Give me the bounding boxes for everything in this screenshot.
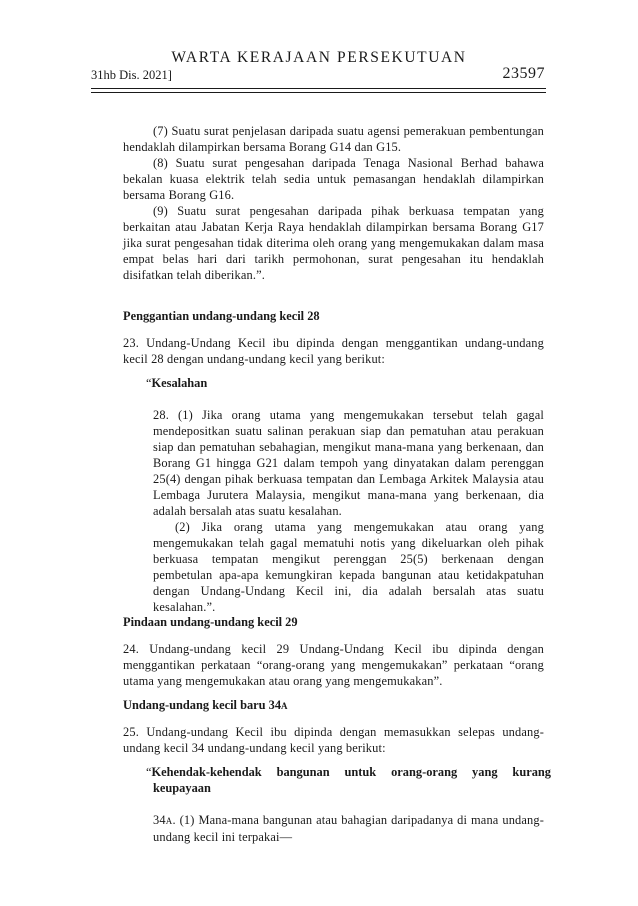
paragraph-9: (9) Suatu surat pengesahan daripada pihak berkuasa tempatan yang berkaitan atau Jabatan Kerja Raya hendaklah dilampirkan bersama Borang G17 jika surat pengesahan tidak diterima oleh orang yang mengemukakan dalam masa empat belas hari dari tarikh permohonan, surat pengesahan itu hendaklah disifatkan telah diberikan.”. [123,204,544,282]
subheading-disability-text: Kehendak-kehendak bangunan untuk orang-orang yang kurang keupayaan [151,765,551,795]
bylaw-34a-1 [153,812,544,845]
heading-34a-suffix: A [281,701,288,711]
opening-quote-2: “ [146,765,152,779]
heading-new-bylaw-34a [123,697,544,714]
opening-quote: “ [146,376,152,390]
heading-amendment-28: Penggantian undang-undang kecil 28 [123,309,320,323]
bylaw-34a-text: . (1) Mana-mana bangunan atau bahagian daripadanya di mana undang-undang kecil ini terpakai— [153,813,544,844]
subheading-kesalahan-text: Kesalahan [151,376,208,390]
paragraph-8: (8) Suatu surat pengesahan daripada Tenaga Nasional Berhad bahawa bekalan kuasa elektrik telah sedia untuk pemasangan hendaklah dilampirkan bersama Borang G16. [123,156,544,202]
heading-34a-text: Undang-undang kecil baru 34 [123,698,282,712]
section-23: 23. Undang-Undang Kecil ibu dipinda dengan menggantikan undang-undang kecil 28 dengan undang-undang kecil yang berikut: [123,336,544,366]
heading-amendment-29: Pindaan undang-undang kecil 29 [123,615,298,629]
bylaw-28-1: 28. (1) Jika orang utama yang mengemukakan tersebut telah gagal mendepositkan suatu salinan perakuan siap dan pematuhan atau perakuan siap dan pematuhan sebahagian, mengikut mana-mana yang berkenaan, dan Borang G1 hingga G21 dalam tempoh yang dinyatakan dalam perenggan 25(4) dengan pihak berkuasa tempatan dan Lembaga Arkitek Malaysia atau Lembaga Jurutera Malaysia, mengikut mana-mana yang berkenaan, dia adalah bersalah atas suatu kesalahan. [153,408,544,518]
header-rule-bottom [91,92,546,93]
issue-date: 31hb Dis. 2021] [91,68,172,82]
header-rule-top [91,88,546,89]
section-25: 25. Undang-undang Kecil ibu dipinda dengan memasukkan selepas undang-undang kecil 34 undang-undang kecil yang berikut: [123,725,544,755]
page-number: 23597 [502,65,545,82]
subheading-disability-requirements [146,764,551,796]
gazette-title: WARTA KERAJAAN PERSEKUTUAN [171,49,467,66]
bylaw-34a-number: 34 [153,813,166,827]
subheading-kesalahan [146,375,544,391]
bylaw-34a-suffix: A [165,816,173,826]
section-24: 24. Undang-undang kecil 29 Undang-Undang Kecil ibu dipinda dengan menggantikan perkataan “orang-orang yang mengemukakan” perkataan “orang utama yang mengemukakan atau orang yang mengemukakan”. [123,642,544,688]
paragraph-7: (7) Suatu surat penjelasan daripada suatu agensi pemerakuan pembentungan hendaklah dilampirkan bersama Borang G14 dan G15. [123,124,544,154]
bylaw-28-2: (2) Jika orang utama yang mengemukakan atau orang yang mengemukakan telah gagal mematuhi notis yang dikeluarkan oleh pihak berkuasa tempatan mengikut perenggan 25(5) berkenaan dengan pembetulan apa-apa kemungkiran kepada bangunan atau ketidakpatuhan dengan Undang-Undang Kecil ini, dia adalah bersalah atas suatu kesalahan.”. [153,520,544,614]
